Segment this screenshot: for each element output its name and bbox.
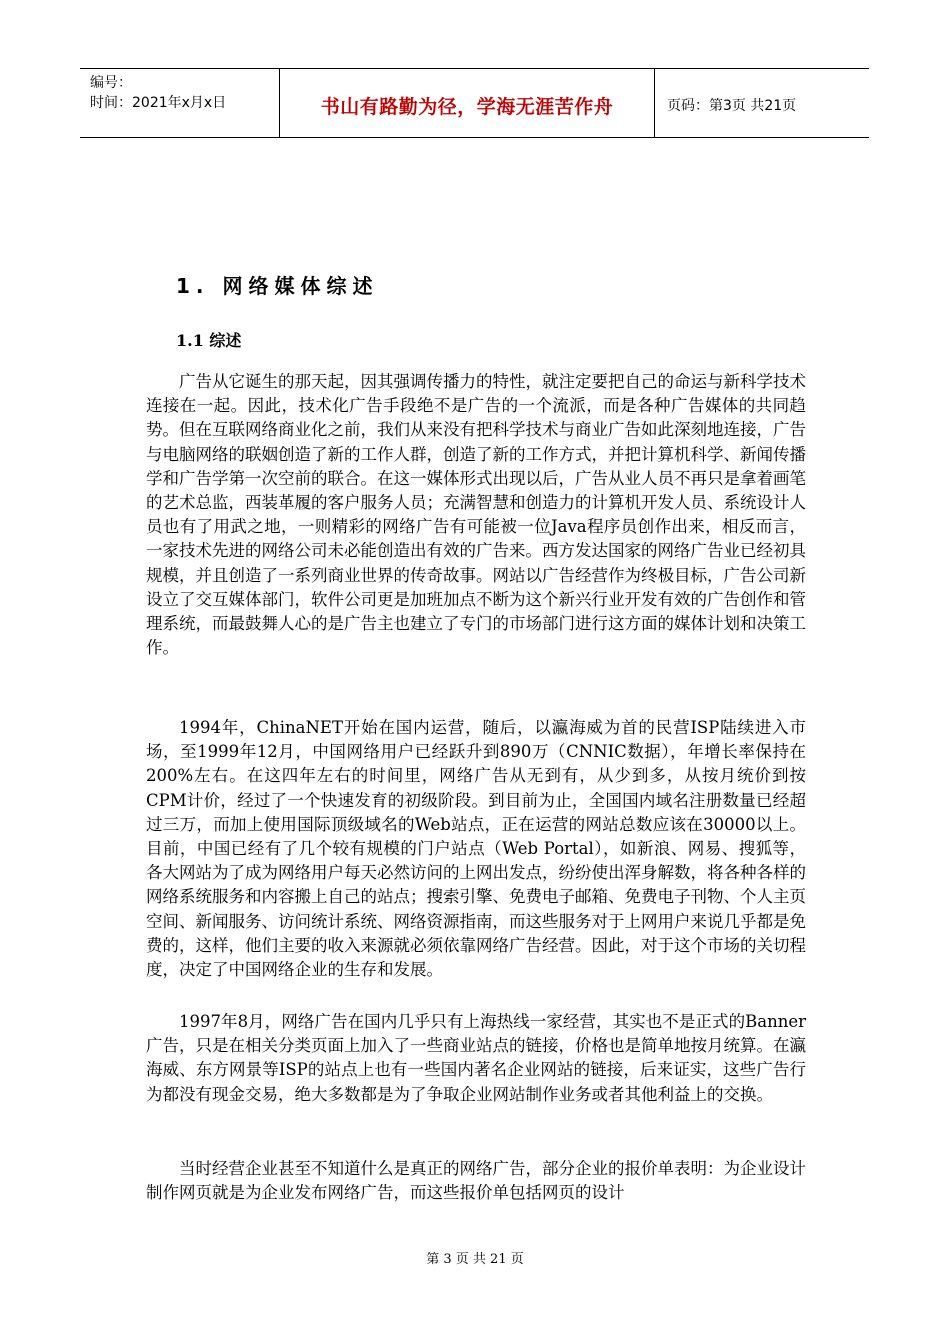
time-label: 时间：2021年x月x日 [90, 95, 227, 111]
paragraph: 当时经营企业甚至不知道什么是真正的网络广告，部分企业的报价单表明：为企业设计制作网页就是为企业发布网络广告，而这些报价单包括网页的设计 [146, 1159, 806, 1203]
header-meta [80, 69, 280, 137]
header-page-info: 页码：第3页 共21页 [667, 98, 797, 114]
paragraph: 1997年8月，网络广告在国内几乎只有上海热线一家经营，其实也不是正式的Banner广告，只是在相关分类页面上加入了一些商业站点的链接，价格也是简单地按月统算。在瀛海威、东方网景等ISP的站点上也有一些国内著名企业网站的链接，后来证实，这些广告行为都没有现金交易，绝大多数都是为了争取企业网站制作业务或者其他利益上的交换。 [146, 1012, 806, 1104]
page-header [80, 68, 869, 138]
page-footer: 第 3 页 共 21 页 [426, 1252, 524, 1267]
section-heading: 1. 网络媒体综述 [176, 274, 379, 298]
paragraph: 1994年，ChinaNET开始在国内运营，随后，以瀛海威为首的民营ISP陆续进入市场，至1999年12月，中国网络用户已经跃升到890万（CNNIC数据），年增长率保持在200%左右。在这四年左右的时间里，网络广告从无到有，从少到多，从按月统价到按CPM计价，经过了一个快速发育的初级阶段。到目前为止，全国国内域名注册数量已经超过三万，而加上使用国际顶级域名的Web站点，正在运营的网站总数应该在30000以上。目前，中国已经有了几个较有规模的门户站点（Web Portal），如新浪、网易、搜狐等，各大网站为了成为网络用户每天必然访问的上网出发点，纷纷使出浑身解数，将各种各样的网络系统服务和内容搬上自己的站点；搜索引擎、免费电子邮箱、免费电子刊物、个人主页空间、新闻服务、访问统计系统、网络资源指南，而这些服务对于上网用户来说几乎都是免费的，这样，他们主要的收入来源就必须依靠网络广告经营。因此，对于这个市场的关切程度，决定了中国网络企业的生存和发展。 [146, 718, 806, 980]
header-motto: 书山有路勤为径，学海无涯苦作舟 [280, 69, 655, 137]
number-label: 编号： [90, 75, 132, 91]
paragraph: 广告从它诞生的那天起，因其强调传播力的特性，就注定要把自己的命运与新科学技术连接在一起。因此，技术化广告手段绝不是广告的一个流派，而是各种广告媒体的共同趋势。但在互联网络商业化之前，我们从来没有把科学技术与商业广告如此深刻地连接，广告与电脑网络的联姻创造了新的工作人群，创造了新的工作方式，并把计算机科学、新闻传播学和广告学第一次空前的联合。在这一媒体形式出现以后，广告从业人员不再只是拿着画笔的艺术总监，西装革履的客户服务人员；充满智慧和创造力的计算机开发人员、系统设计人员也有了用武之地，一则精彩的网络广告有可能被一位Java程序员创作出来，相反而言，一家技术先进的网络公司未必能创造出有效的广告来。西方发达国家的网络广告业已经初具规模，并且创造了一系列商业世界的传奇故事。网站以广告经营作为终极目标，广告公司新设立了交互媒体部门，软件公司更是加班加点不断为这个新兴行业开发有效的广告创作和管理系统，而最鼓舞人心的是广告主也建立了专门的市场部门进行这方面的媒体计划和决策工作。 [146, 372, 806, 658]
subsection-heading: 1.1 综述 [176, 331, 242, 350]
